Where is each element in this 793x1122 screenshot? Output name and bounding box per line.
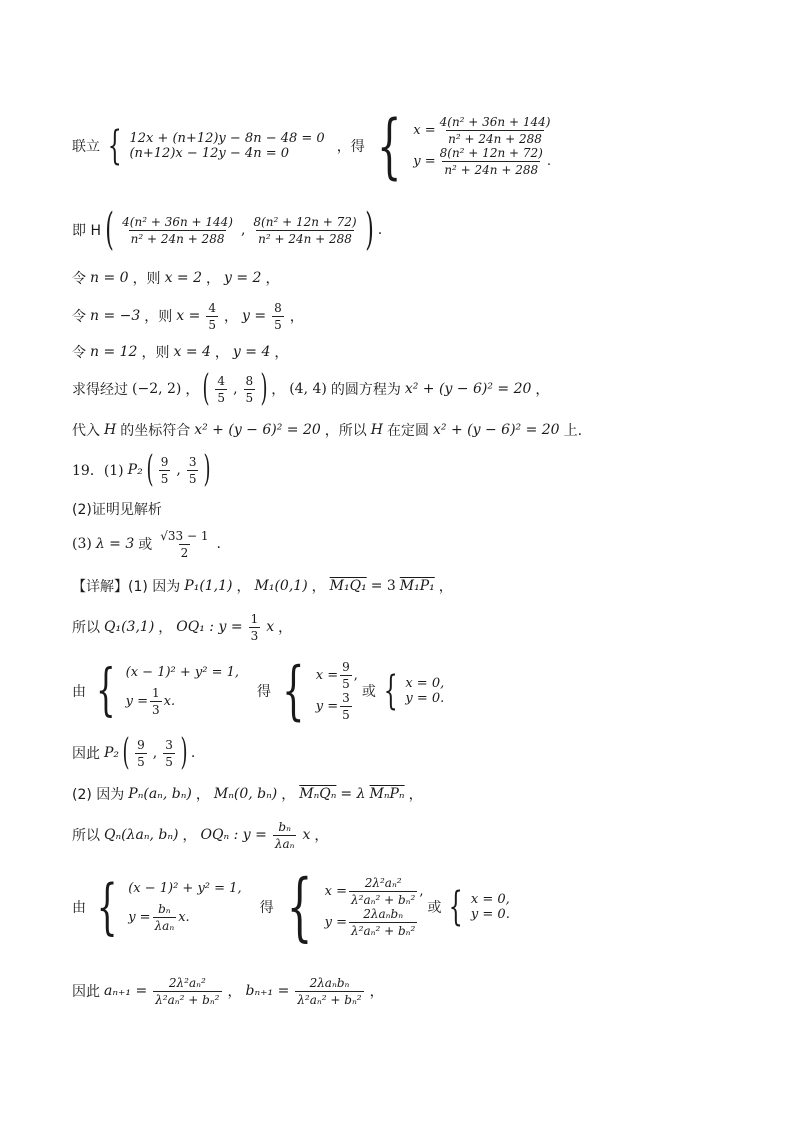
p2-y-fraction (244, 374, 256, 405)
point-h: H (370, 422, 384, 438)
x-lhs: x = (413, 123, 436, 138)
y-lhs: y = (413, 154, 436, 169)
x-fraction (340, 660, 352, 691)
numerator: 3 (188, 454, 197, 469)
equation-2: (n+12)x − 12y − 4n = 0 (129, 146, 290, 161)
comma: ， (281, 787, 296, 803)
numerator: 2λaₙbₙ (309, 975, 350, 990)
text-zuobiao: 的坐标符合 (120, 423, 191, 439)
circle-equation: x² + (y − 6)² = 20 (433, 422, 560, 438)
text-dairu: 代入 (72, 423, 100, 439)
y-value: y = 4 (232, 344, 271, 360)
result-y (413, 146, 554, 177)
line-detail-2 (72, 782, 423, 806)
line-n12 (72, 340, 288, 364)
text-yinci: 因此 (72, 746, 100, 762)
x-rhs: x. (163, 694, 176, 709)
numerator: 9 (160, 454, 169, 469)
x-lhs: x = (315, 668, 339, 683)
line-q1 (72, 606, 292, 648)
circle-equation: x² + (y − 6)² = 20 (194, 422, 321, 438)
comma: ， (278, 620, 293, 636)
numerator: 1 (250, 611, 259, 626)
denominator: λaₙ (274, 836, 295, 851)
text-ling: 令 (72, 345, 86, 361)
left-brace: { (449, 884, 464, 930)
a-next-fraction (153, 976, 221, 1007)
text-suoyi: 所以 (72, 828, 100, 844)
comma: ， (408, 787, 423, 803)
variable-x: x (266, 619, 275, 635)
text-suoyi: ，所以 (324, 423, 367, 439)
denominator: 3 (250, 628, 259, 643)
point-p1: P₁(1,1) (184, 578, 233, 594)
numerator: bₙ (158, 902, 171, 916)
result-x (413, 115, 554, 146)
vector-mnqn: MₙQₙ (299, 786, 337, 802)
x-numerator: 4(n² + 36n + 144) (439, 115, 551, 129)
equals: = 3 (370, 578, 396, 594)
y-numerator: 8 (274, 300, 282, 315)
right-paren: ) (203, 449, 212, 490)
right-paren: ) (180, 732, 188, 773)
left-brace: { (282, 654, 305, 728)
text-ling: 令 (72, 271, 86, 287)
left-paren: ( (122, 732, 130, 773)
n-value: n = −3 (90, 308, 141, 324)
comma: , (353, 668, 358, 683)
lambda-value: λ = 3 (95, 536, 135, 552)
x-lhs: x = (324, 884, 348, 899)
y-denominator: n² + 24n + 288 (444, 163, 539, 177)
h-x-denominator: n² + 24n + 288 (130, 231, 225, 246)
n-value: n = 12 (90, 344, 138, 360)
text-ze: ，则 (132, 271, 161, 287)
line-eq (126, 686, 239, 717)
point-mn: Mₙ(0, bₙ) (213, 786, 278, 802)
line-oq1: OQ₁ : y = (176, 619, 243, 635)
y-fraction (163, 738, 175, 769)
point-3: (4, 4) (289, 381, 327, 397)
comma: ， (214, 345, 229, 361)
lambda-fraction (158, 529, 210, 560)
point-p2: P₂ (127, 462, 143, 478)
alt-x: x = 0, (405, 676, 445, 691)
left-brace: { (107, 123, 122, 169)
comma: ， (236, 579, 251, 595)
slope-fraction (153, 902, 177, 933)
text-ling: 令 (72, 309, 86, 325)
y-fraction (340, 691, 352, 722)
denominator: 5 (160, 471, 169, 486)
y-lhs: y = (324, 915, 348, 930)
left-brace: { (96, 872, 118, 942)
b-next-lhs: bₙ₊₁ = (245, 983, 290, 999)
comma: ， (271, 382, 286, 398)
text-part2: (2)证明见解析 (72, 502, 162, 518)
comma: , (419, 884, 424, 899)
x-fraction (206, 301, 218, 332)
left-brace: { (383, 668, 398, 714)
h-x-numerator: 4(n² + 36n + 144) (122, 214, 233, 229)
result-system (325, 876, 424, 938)
equals-lambda: = λ (340, 786, 366, 802)
y-lhs: y = (128, 910, 151, 925)
comma: ， (265, 271, 280, 287)
comma: ， (158, 620, 173, 636)
denominator: 5 (137, 754, 145, 769)
point-pn: Pₙ(aₙ, bₙ) (128, 786, 192, 802)
line-therefore-p2 (72, 732, 195, 774)
p2-y-fraction (187, 455, 199, 486)
h-y-numerator: 8(n² + 12n + 72) (253, 214, 357, 229)
text-de: 得 (259, 900, 274, 916)
comma: ， (289, 309, 304, 325)
p2-x-numerator: 4 (217, 373, 226, 388)
numerator: 3 (165, 737, 173, 752)
numerator: 2λ²aₙ² (364, 876, 402, 890)
alt-y: y = 0. (470, 907, 510, 922)
n-value: n = 0 (90, 270, 129, 286)
text-de: 得 (257, 684, 272, 700)
right-paren: ) (364, 204, 374, 255)
alt-y: y = 0. (405, 691, 445, 706)
text-suoyi: 所以 (72, 620, 100, 636)
comma: , (176, 462, 181, 478)
slope-fraction (249, 612, 261, 643)
x-denominator: 5 (208, 317, 217, 332)
comma: ， (535, 382, 550, 398)
text-qiude: 求得经过 (72, 382, 128, 398)
text-dingyuan: 在定圆 (387, 423, 430, 439)
line-part3-answer (72, 524, 221, 564)
slope-fraction (273, 820, 297, 851)
vector-mnpn: MₙPₙ (369, 786, 405, 802)
line-conclusion-h (72, 418, 582, 442)
right-paren: ) (260, 368, 268, 409)
text-ji-h: 即 H (72, 223, 101, 239)
circle-equation: x² + (y − 6)² = 20 (404, 381, 532, 397)
x-fraction (135, 738, 147, 769)
comma: ， (185, 382, 200, 398)
comma: ， (182, 828, 197, 844)
equation-system (126, 665, 239, 717)
equation-system (129, 131, 324, 161)
line-system-1 (72, 100, 554, 192)
result-y (325, 907, 424, 938)
h-y-fraction (251, 215, 358, 246)
line-system-2 (72, 654, 444, 728)
equation-system (128, 881, 241, 933)
numerator: 2λ²aₙ² (168, 975, 206, 990)
variable-x: x (302, 827, 311, 843)
text-de: ，得 (336, 139, 365, 155)
text-shang: 上. (563, 423, 583, 439)
comma: , (152, 745, 158, 761)
text-lianli: 联立 (72, 139, 100, 155)
line-qn (72, 814, 328, 856)
x-value: x = 2 (164, 270, 202, 286)
y-lhs: y = (315, 699, 339, 714)
circle-eq: (x − 1)² + y² = 1, (128, 881, 242, 896)
line-circle-through-points (72, 368, 549, 410)
denominator: λ²aₙ² + bₙ² (155, 992, 220, 1007)
left-paren: ( (146, 449, 154, 490)
x-lhs: x = (176, 308, 201, 324)
x-denominator: n² + 24n + 288 (448, 132, 542, 146)
comma: , (240, 222, 246, 238)
point-q1: Q₁(3,1) (104, 619, 155, 635)
line-end: . (216, 536, 221, 552)
alt-system (471, 892, 510, 922)
p2-x-fraction (159, 455, 171, 486)
comma: ， (274, 345, 289, 361)
left-brace-result: { (376, 105, 402, 187)
denominator: λ²aₙ² + bₙ² (351, 893, 416, 907)
text-xiangjie: 【详解】(1) 因为 (72, 579, 181, 595)
y-fraction (438, 146, 545, 177)
line-detail-1 (72, 574, 453, 598)
x-fraction (349, 876, 417, 907)
text-huo: 或 (427, 900, 442, 916)
line-part2-answer (72, 498, 162, 520)
y-lhs: y = (242, 308, 267, 324)
point-m1: M₁(0,1) (254, 578, 308, 594)
line-oqn: OQₙ : y = (200, 827, 267, 843)
comma: ， (438, 579, 453, 595)
denominator: λ²aₙ² + bₙ² (297, 992, 362, 1007)
numerator: bₙ (278, 819, 291, 834)
y-value: y = 2 (224, 270, 262, 286)
denominator: λ²aₙ² + bₙ² (351, 924, 416, 938)
left-brace: { (96, 658, 116, 723)
b-next-fraction (295, 976, 363, 1007)
text-huo: 或 (138, 537, 153, 553)
y-end: . (546, 154, 551, 169)
h-y-denominator: n² + 24n + 288 (258, 231, 352, 246)
comma: ， (311, 579, 326, 595)
comma: ， (227, 984, 242, 1000)
numerator: 2λaₙbₙ (363, 907, 404, 921)
text-huo: 或 (361, 684, 376, 700)
text-yuan-fangcheng: 的圆方程为 (330, 382, 401, 398)
y-lhs: y = (125, 694, 149, 709)
line-end: . (377, 222, 383, 238)
comma: , (233, 381, 238, 397)
left-brace: { (286, 864, 313, 950)
circle-eq: (x − 1)² + y² = 1, (125, 665, 240, 680)
comma: ， (206, 271, 220, 287)
point-p2: P₂ (104, 745, 120, 761)
left-paren: ( (202, 368, 210, 409)
denominator: 5 (342, 708, 350, 722)
line-system-3 (72, 864, 510, 950)
alt-x: x = 0, (470, 892, 510, 907)
y-fraction (349, 907, 417, 938)
result-system (413, 115, 554, 177)
p2-y-numerator: 8 (245, 373, 254, 388)
denominator: 5 (342, 677, 350, 691)
x-rhs: x. (178, 910, 190, 925)
result-system (316, 660, 358, 722)
part-label: (3) (72, 536, 92, 552)
denominator: 3 (152, 703, 160, 717)
y-denominator: 5 (274, 317, 282, 332)
x-value: x = 4 (173, 344, 211, 360)
text-you: 由 (72, 684, 86, 700)
comma: ， (224, 309, 239, 325)
line-q19-part1 (72, 448, 211, 492)
left-paren: ( (105, 204, 114, 255)
numerator: 1 (152, 686, 160, 700)
p2-x-denominator: 5 (217, 390, 226, 405)
a-next-lhs: aₙ₊₁ = (104, 983, 148, 999)
denominator: 2 (180, 545, 189, 560)
text-yinwei: (2) 因为 (72, 787, 125, 803)
vector-m1p1: M₁P₁ (399, 578, 435, 594)
denominator: 5 (188, 471, 197, 486)
y-fraction (272, 301, 284, 332)
slope-fraction (150, 686, 162, 717)
question-number: 19．(1) (72, 463, 124, 479)
x-numerator: 4 (208, 300, 217, 315)
numerator: 9 (342, 660, 350, 674)
result-x (316, 660, 358, 691)
point-h: H (104, 422, 117, 438)
text-you: 由 (72, 900, 86, 916)
numerator: √33 − 1 (160, 528, 209, 543)
line-end: . (190, 745, 196, 761)
line-point-h (72, 204, 382, 256)
equation-1: 12x + (n+12)y − 8n − 48 = 0 (129, 131, 325, 146)
point-1: (−2, 2) (132, 381, 182, 397)
result-x (325, 876, 424, 907)
denominator: 5 (165, 754, 173, 769)
line-eq (128, 902, 241, 933)
numerator: 3 (342, 691, 350, 705)
line-n0 (72, 266, 279, 290)
vector-m1q1: M₁Q₁ (329, 578, 367, 594)
p2-x-fraction (215, 374, 227, 405)
numerator: 9 (137, 737, 145, 752)
text-yinci: 因此 (72, 984, 100, 1000)
text-ze: ，则 (144, 309, 173, 325)
alt-system (405, 676, 444, 706)
comma: ， (314, 828, 329, 844)
comma: ， (369, 984, 384, 1000)
text-ze: ，则 (141, 345, 170, 361)
comma: ， (195, 787, 210, 803)
point-qn: Qₙ(λaₙ, bₙ) (104, 827, 179, 843)
line-n-minus3 (72, 296, 304, 336)
result-y (316, 691, 358, 722)
denominator: λaₙ (154, 919, 175, 933)
p2-y-denominator: 5 (245, 390, 254, 405)
x-fraction (438, 115, 553, 146)
y-numerator: 8(n² + 12n + 72) (439, 146, 543, 160)
line-recurrence (72, 968, 384, 1014)
h-x-fraction (120, 215, 235, 246)
